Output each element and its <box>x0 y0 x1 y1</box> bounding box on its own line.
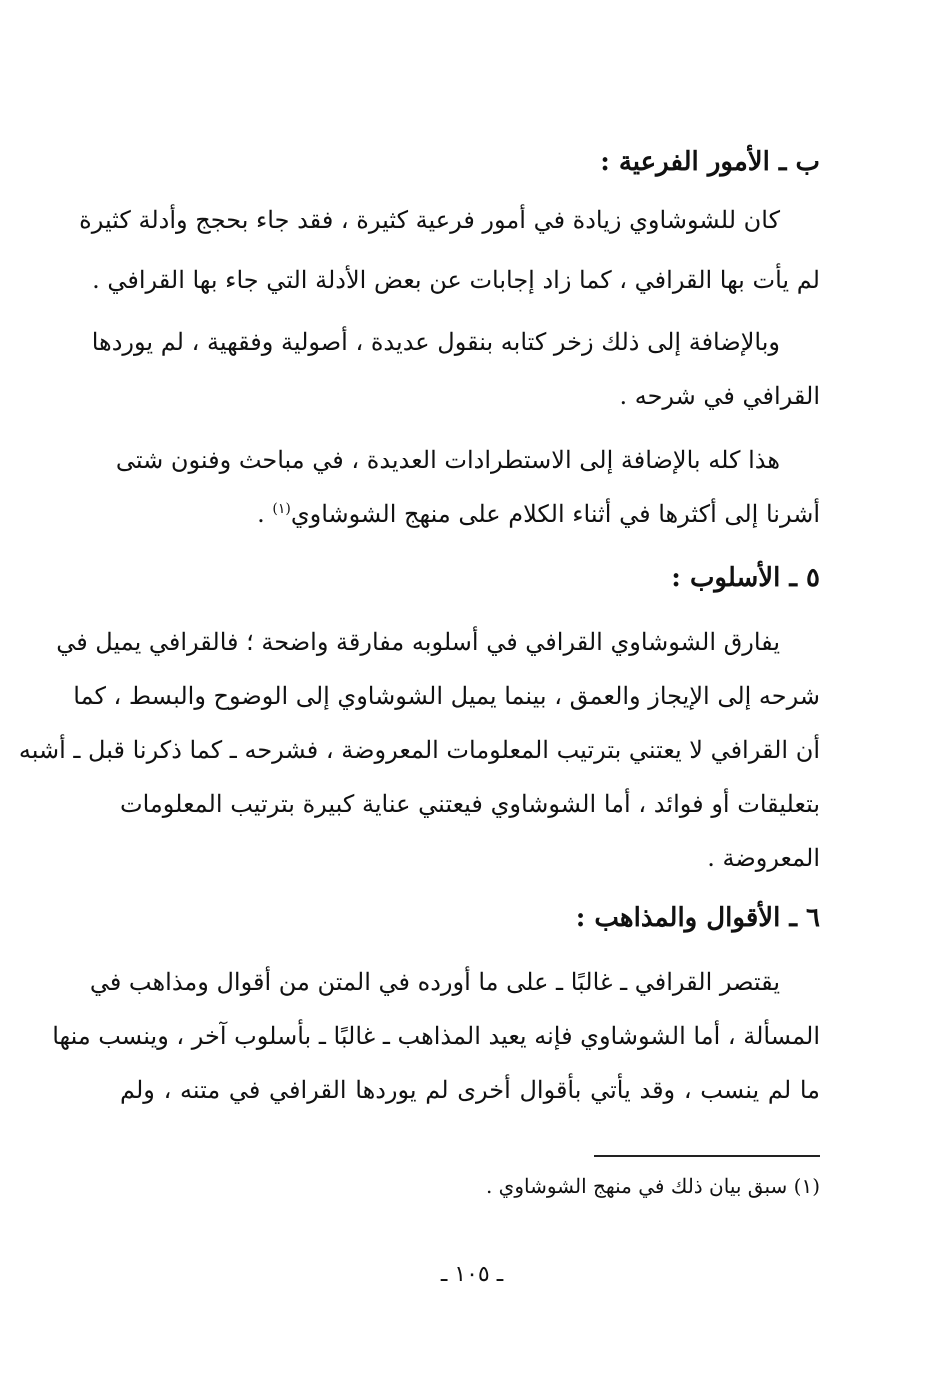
page-number: ـ ١٠٥ ـ <box>440 1262 504 1287</box>
text-line: هذا كله بالإضافة إلى الاستطرادات العديدة ، في مباحث وفنون شتى <box>115 446 780 474</box>
text-line: المسألة ، أما الشوشاوي فإنه يعيد المذاهب ـ غالبًا ـ بأسلوب آخر ، وينسب منها <box>52 1022 820 1050</box>
text-line: المعروضة . <box>707 844 820 872</box>
footnote-divider <box>594 1155 820 1157</box>
text-line: بتعليقات أو فوائد ، أما الشوشاوي فيعتني عناية كبيرة بترتيب المعلومات <box>120 790 820 818</box>
text-line: وبالإضافة إلى ذلك زخر كتابه بنقول عديدة ، أصولية وفقهية ، لم يوردها <box>91 328 780 356</box>
text-line: كان للشوشاوي زيادة في أمور فرعية كثيرة ، فقد جاء بحجج وأدلة كثيرة <box>79 206 780 234</box>
text-line: يقتصر القرافي ـ غالبًا ـ على ما أورده في المتن من أقوال ومذاهب في <box>89 968 780 996</box>
text-span: . <box>257 500 273 528</box>
footnote-reference[interactable]: (١) <box>272 501 291 517</box>
text-line: القرافي في شرحه . <box>619 382 820 410</box>
section-6-heading: ٦ ـ الأقوال والمذاهب : <box>575 903 820 933</box>
text-line: يفارق الشوشاوي القرافي في أسلوبه مفارقة واضحة ؛ فالقرافي يميل في <box>56 628 780 656</box>
text-line <box>120 494 820 534</box>
text-line: شرحه إلى الإيجاز والعمق ، بينما يميل الشوشاوي إلى الوضوح والبسط ، كما <box>73 682 820 710</box>
footnote <box>120 1170 820 1202</box>
section-5-heading: ٥ ـ الأسلوب : <box>671 563 820 593</box>
footnote-text: سبق بيان ذلك في منهج الشوشاوي . <box>485 1174 788 1198</box>
footnote-marker: (١) <box>793 1174 820 1198</box>
text-line: لم يأت بها القرافي ، كما زاد إجابات عن بعض الأدلة التي جاء بها القرافي . <box>92 266 820 294</box>
section-b-heading: ب ـ الأمور الفرعية : <box>600 147 820 177</box>
text-span: أشرنا إلى أكثرها في أثناء الكلام على منهج الشوشاوي <box>290 500 820 528</box>
text-line: ما لم ينسب ، وقد يأتي بأقوال أخرى لم يوردها القرافي في متنه ، ولم <box>120 1076 820 1104</box>
text-line: أن القرافي لا يعتني بترتيب المعلومات المعروضة ، فشرحه ـ كما ذكرنا قبل ـ أشبه <box>18 736 820 764</box>
